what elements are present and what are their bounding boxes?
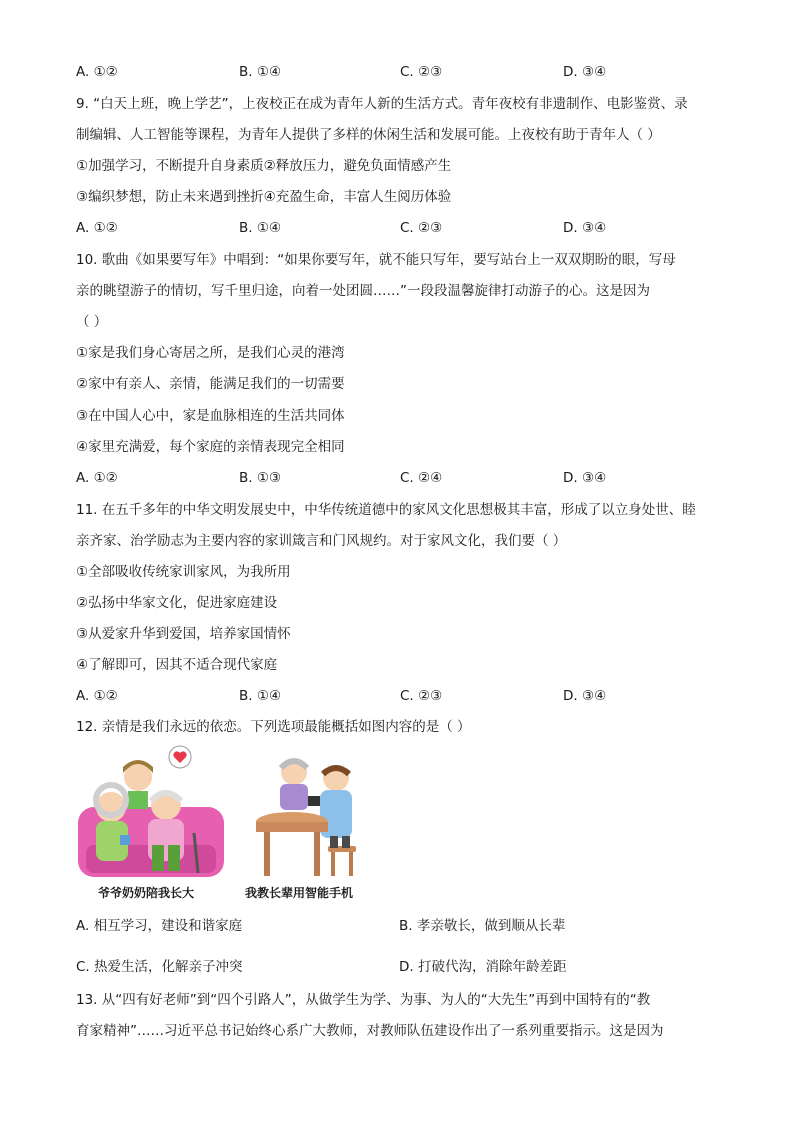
q8-option-a[interactable]: A. ①② (76, 64, 118, 80)
q10-statement-3: ③在中国人心中，家是血脉相连的生活共同体 (76, 408, 345, 424)
q11-options (76, 686, 696, 706)
q9-option-b[interactable]: B. ①④ (239, 220, 282, 236)
q9-options (76, 218, 696, 238)
q11-stem-line-1: 11. 在五千多年的中华文明发展史中，中华传统道德中的家风文化思想极其丰富，形成了以立身处世、睦 (76, 502, 696, 518)
q9-stem-line-2: 制编辑、人工智能等课程，为青年人提供了多样的休闲生活和发展可能。上夜校有助于青年人（ ） (76, 127, 661, 143)
q12-option-a[interactable]: A. 相互学习，建设和谐家庭 (76, 918, 243, 934)
q10-option-b[interactable]: B. ①③ (239, 470, 282, 486)
q10-option-c[interactable]: C. ②④ (400, 470, 443, 486)
q10-stem-line-3: （ ） (76, 314, 108, 330)
grandparents-illustration (76, 745, 226, 880)
q11-stem-line-2: 亲齐家、治学励志为主要内容的家训箴言和门风规约。对于家风文化，我们要（ ） (76, 533, 567, 549)
q10-option-a[interactable]: A. ①② (76, 470, 118, 486)
q13-stem-line-2: 育家精神”……习近平总书记始终心系广大教师，对教师队伍建设作出了一系列重要指示。这是因为 (76, 1023, 664, 1039)
q9-statement-line-2: ③编织梦想，防止未来遇到挫折④充盈生命，丰富人生阅历体验 (76, 189, 452, 205)
phone-teaching-illustration (254, 750, 364, 880)
q9-option-d[interactable]: D. ③④ (563, 220, 607, 236)
q8-option-d[interactable]: D. ③④ (563, 64, 607, 80)
q11-statement-3: ③从爱家升华到爱国，培养家国情怀 (76, 626, 291, 642)
q13-stem-line-1: 13. 从“四有好老师”到“四个引路人”，从做学生为学、为事、为人的“大先生”再到中国特有的“教 (76, 992, 651, 1008)
q11-statement-2: ②弘扬中华家文化，促进家庭建设 (76, 595, 278, 611)
q8-option-b[interactable]: B. ①④ (239, 64, 282, 80)
q12-options-row-1 (76, 916, 696, 936)
q8-option-c[interactable]: C. ②③ (400, 64, 443, 80)
q11-option-a[interactable]: A. ①② (76, 688, 118, 704)
q10-statement-4: ④家里充满爱，每个家庭的亲情表现完全相同 (76, 439, 345, 455)
q10-statement-1: ①家是我们身心寄居之所，是我们心灵的港湾 (76, 345, 345, 361)
q10-options (76, 468, 696, 488)
q11-option-c[interactable]: C. ②③ (400, 688, 443, 704)
q9-stem-line-1: 9. “白天上班，晚上学艺”，上夜校正在成为青年人新的生活方式。青年夜校有非遗制作、电影鉴赏、录 (76, 96, 688, 112)
q12-options-row-2 (76, 957, 696, 977)
q11-statement-4: ④了解即可，因其不适合现代家庭 (76, 657, 278, 673)
q9-option-a[interactable]: A. ①② (76, 220, 118, 236)
q11-option-b[interactable]: B. ①④ (239, 688, 282, 704)
caption-grandparents: 爷爷奶奶陪我长大 (98, 886, 195, 900)
q12-option-b[interactable]: B. 孝亲敬长，做到顺从长辈 (399, 918, 566, 934)
q12-option-c[interactable]: C. 热爱生活，化解亲子冲突 (76, 959, 243, 975)
q9-option-c[interactable]: C. ②③ (400, 220, 443, 236)
q11-statement-1: ①全部吸收传统家训家风，为我所用 (76, 564, 291, 580)
q9-statement-line-1: ①加强学习，不断提升自身素质②释放压力，避免负面情感产生 (76, 158, 452, 174)
q12-option-d[interactable]: D. 打破代沟，消除年龄差距 (399, 959, 567, 975)
q12-stem: 12. 亲情是我们永远的依恋。下列选项最能概括如图内容的是（ ） (76, 719, 471, 735)
q10-option-d[interactable]: D. ③④ (563, 470, 607, 486)
q10-statement-2: ②家中有亲人、亲情，能满足我们的一切需要 (76, 376, 345, 392)
q11-option-d[interactable]: D. ③④ (563, 688, 607, 704)
caption-phone-teaching: 我教长辈用智能手机 (245, 886, 354, 900)
q8-options (76, 62, 696, 82)
q10-stem-line-2: 亲的眺望游子的情切，写千里归途，向着一处团圆……”一段段温馨旋律打动游子的心。这是因为 (76, 283, 650, 299)
q10-stem-line-1: 10. 歌曲《如果要写年》中唱到：“如果你要写年，就不能只写年，要写站台上一双双期盼的眼，写母 (76, 252, 676, 268)
